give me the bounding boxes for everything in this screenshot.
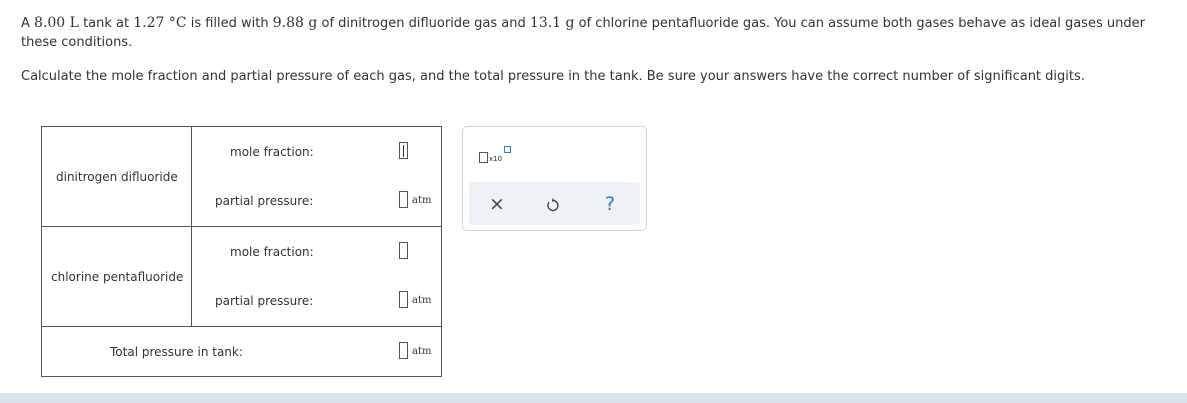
text: of dinitrogen difluoride gas and — [317, 16, 530, 31]
problem-statement — [21, 14, 1161, 52]
undo-icon — [546, 197, 560, 212]
clear-button[interactable] — [487, 194, 507, 214]
x10-label: x10 — [489, 155, 503, 163]
text: A — [21, 16, 35, 31]
row-divider — [42, 326, 441, 327]
bottom-bar — [0, 393, 1187, 403]
mole-fraction-input-2[interactable] — [399, 242, 408, 259]
mass1-value: 9.88 g — [272, 15, 318, 31]
palette-toolbar — [469, 182, 640, 225]
partial-pressure-label-2: partial pressure: — [215, 294, 314, 308]
gas2-name: chlorine pentafluoride — [51, 270, 184, 284]
column-divider — [191, 127, 192, 326]
undo-button[interactable] — [543, 194, 563, 214]
total-pressure-label: Total pressure in tank: — [110, 345, 243, 359]
volume-value: 8.00 L — [34, 15, 79, 31]
mass2-value: 13.1 g — [529, 15, 575, 31]
mole-fraction-label-2: mole fraction: — [230, 245, 314, 259]
unit-atm: atm — [412, 346, 432, 357]
scientific-notation-button[interactable] — [479, 146, 511, 166]
help-icon: ? — [604, 193, 616, 215]
text-cursor — [403, 145, 404, 157]
close-icon: × — [489, 193, 505, 215]
gas1-name: dinitrogen difluoride — [56, 170, 178, 184]
math-palette — [462, 126, 647, 231]
exponent-box-icon — [504, 146, 511, 153]
partial-pressure-label-1: partial pressure: — [215, 194, 314, 208]
text: is filled with — [186, 16, 273, 31]
total-pressure-input[interactable] — [399, 342, 408, 359]
partial-pressure-input-2[interactable] — [399, 291, 408, 308]
unit-atm: atm — [412, 295, 432, 306]
problem-instructions: Calculate the mole fraction and partial pressure of each gas, and the total pressure in the tank. Be sure your answers have the correct number of significant digits. — [21, 69, 1085, 84]
base-box-icon — [479, 152, 488, 163]
mole-fraction-input-1[interactable] — [399, 142, 408, 159]
row-divider — [42, 226, 441, 227]
temperature-value: 1.27 °C — [133, 15, 187, 31]
answer-table — [41, 126, 442, 377]
mole-fraction-label-1: mole fraction: — [230, 145, 314, 159]
text: tank at — [78, 16, 134, 31]
partial-pressure-input-1[interactable] — [399, 191, 408, 208]
help-button[interactable] — [600, 193, 620, 215]
unit-atm: atm — [412, 195, 432, 206]
text: of chlorine pentafluoride gas. You can assume both gases behave as ideal gases under these conditions. — [21, 16, 1145, 50]
